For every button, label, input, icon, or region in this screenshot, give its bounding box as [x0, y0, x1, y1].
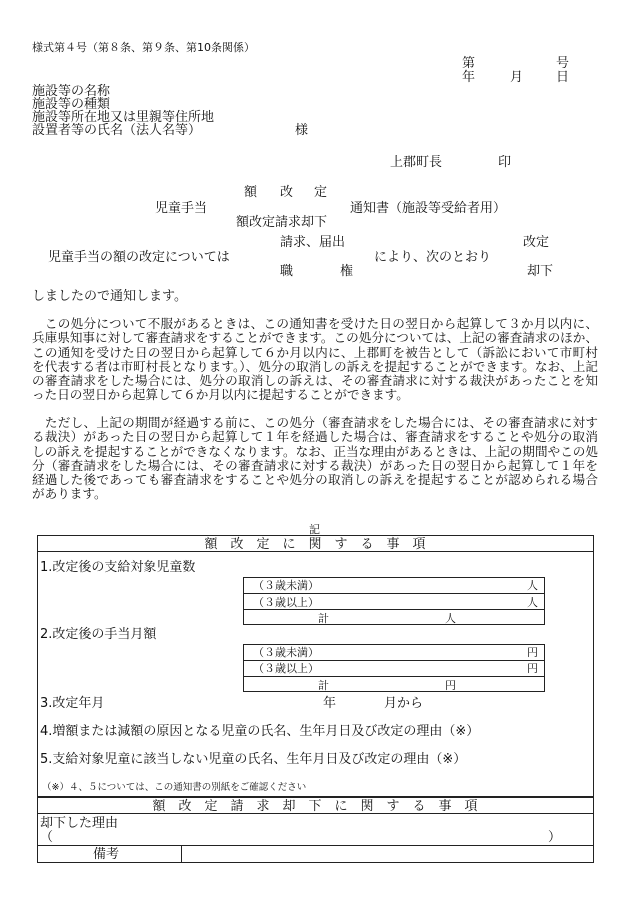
count-over3-label: （３歳以上） [253, 596, 319, 609]
notice-paragraph-2: ただし、上記の期間が経過する前に、この処分（審査請求をした場合には、その審査請求に対する裁決）があった日の翌日から起算して１年を経過した場合は、審査請求をすることや処分の取消しの訴えを提起することができなくなります。なお、正当な理由があるときは、上記の期間やこの処分（審査請求をした場合には、その審査請求に対する裁決）があった日の翌日から起算して１年を経過した後であっても審査請求をすることや処分の取消しの訴えを提起することが認められる場合があります。 [32, 415, 598, 502]
founder-name-label: 設置者等の氏名（法人名等） [32, 123, 202, 138]
title-left: 児童手当 [155, 201, 208, 216]
date-month: 月 [510, 70, 524, 85]
date-day: 日 [556, 70, 570, 85]
amount-total-unit: 円 [445, 679, 456, 692]
count-total-label: 計 [318, 612, 329, 625]
title-tei: 定 [314, 185, 328, 200]
rejection-reason-open-paren: （ [40, 830, 54, 845]
count-over3-unit: 人 [527, 596, 538, 609]
date-year: 年 [462, 70, 476, 85]
item2-label: 2.改定後の手当月額 [40, 627, 157, 642]
intro-lead: 児童手当の額の改定については [48, 250, 230, 265]
count-under3-unit: 人 [527, 579, 538, 592]
form-number: 様式第４号（第８条、第９条、第10条関係） [32, 41, 255, 54]
intro-reject: 却下 [527, 264, 554, 279]
amount-under3-label: （３歳未満） [253, 646, 319, 659]
count-total-unit: 人 [445, 612, 456, 625]
facility-type-label: 施設等の種類 [32, 97, 111, 112]
ki-label: 記 [309, 523, 320, 536]
notice-paragraph-1: この処分について不服があるときは、この通知書を受けた日の翌日から起算して３か月以内に、兵庫県知事に対して審査請求をすることができます。この処分については、上記の審査請求のほか、この通知を受けた日の翌日から起算して６か月以内に、上郡町を被告として（訴訟において市町村を代表する者は市町村長となります。）、処分の取消しの訴えを提起することができます。なお、上記の審査請求をした場合には、処分の取消しの訴えは、その審査請求に対する裁決があったことを知った日の翌日から起算して６か月以内に提起することができます。 [32, 316, 598, 403]
amount-over3-label: （３歳以上） [253, 662, 319, 675]
note-label: （※）４、５については、この通知書の別紙をご確認ください [42, 782, 307, 793]
item3-month: 月から [384, 696, 424, 711]
intro-ken: 権 [340, 264, 354, 279]
monthly-amount-divider-2 [243, 676, 545, 677]
amount-total-label: 計 [318, 679, 329, 692]
facility-name-label: 施設等の名称 [32, 84, 111, 99]
item3-label: 3.改定年月 [40, 696, 105, 711]
rejection-reason-label: 却下した理由 [40, 816, 119, 831]
remarks-label: 備考 [93, 847, 120, 862]
count-under3-label: （３歳未満） [253, 579, 319, 592]
item3-year: 年 [323, 696, 337, 711]
number-dai: 第 [462, 56, 476, 71]
item1-label: 1.改定後の支給対象児童数 [40, 560, 196, 575]
intro-middle: により、次のとおり [374, 250, 492, 265]
facility-address-label: 施設等所在地又は里親等住所地 [32, 110, 215, 125]
amount-under3-unit: 円 [527, 646, 538, 659]
monthly-amount-divider-1 [243, 660, 545, 661]
title-rejection: 額改定請求却下 [236, 215, 328, 230]
title-right: 通知書（施設等受給者用） [350, 201, 507, 216]
intro-shoku: 職 [280, 264, 294, 279]
number-go: 号 [556, 56, 570, 71]
child-count-divider-1 [243, 593, 545, 594]
amount-over3-unit: 円 [527, 662, 538, 675]
revision-heading: 額 改 定 に 関 す る 事 項 [204, 537, 426, 552]
item5-label: 5.支給対象児童に該当しない児童の氏名、生年月日及び改定の理由（※） [40, 752, 467, 767]
title-kai: 改 [280, 185, 294, 200]
rejection-remarks-divider [37, 845, 594, 846]
rejection-heading: 額 改 定 請 求 却 下 に 関 す る 事 項 [152, 799, 478, 814]
intro-revise: 改定 [523, 235, 550, 250]
issuer-seal: 印 [498, 155, 512, 170]
issuer-mayor: 上郡町長 [390, 155, 443, 170]
intro-request: 請求、届出 [280, 235, 346, 250]
intro-closing: しましたので通知します。 [32, 289, 187, 304]
honorific: 様 [295, 123, 309, 138]
rejection-reason-close-paren: ） [548, 830, 562, 845]
remarks-column-divider [181, 845, 182, 863]
title-kaku: 額 [244, 185, 258, 200]
child-count-divider-2 [243, 609, 545, 610]
item4-label: 4.増額または減額の原因となる児童の氏名、生年月日及び改定の理由（※） [40, 724, 480, 739]
